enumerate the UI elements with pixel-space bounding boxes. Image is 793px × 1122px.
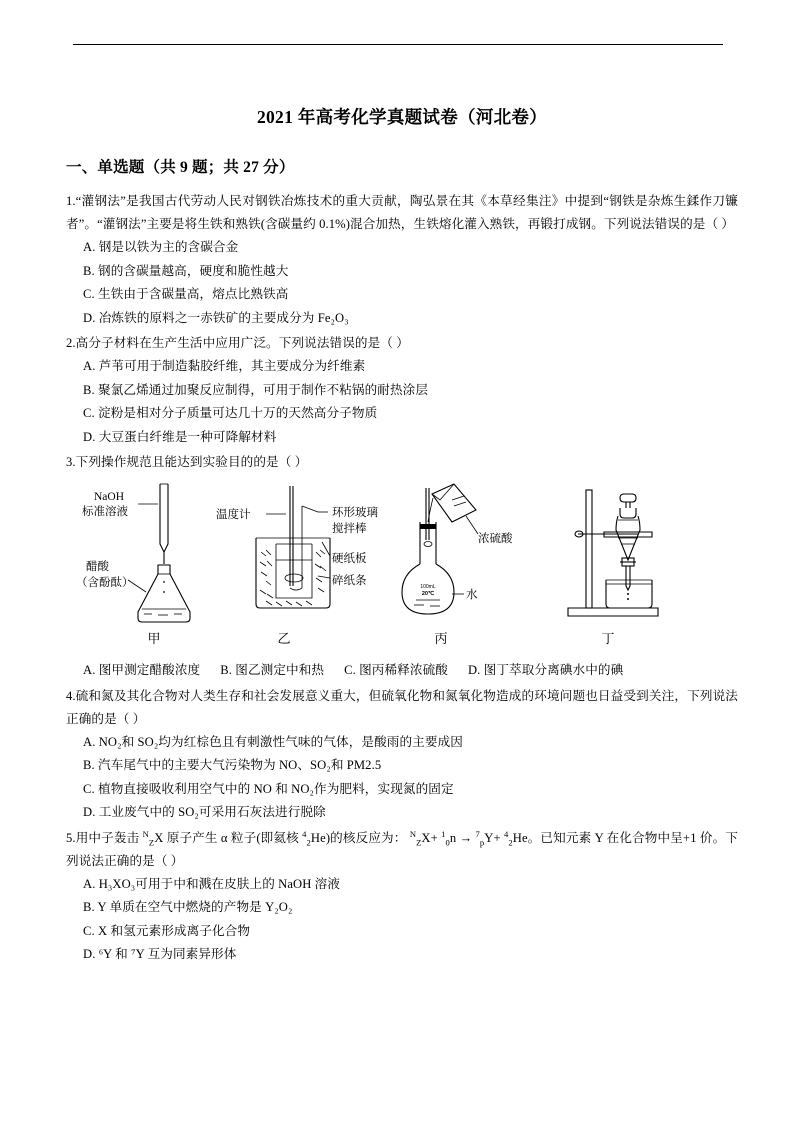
element-symbol: n [449,830,457,845]
question-4-number: 4. [66,688,76,703]
water-label: 水 [466,589,478,601]
option-row[interactable]: B. 汽车尾气中的主要大气污染物为 NO、SO₂和 PM2.5 [83,758,382,772]
nuclide-neutron [441,828,457,848]
option-row[interactable]: C. X 和氢元素形成离子化合物 [83,923,251,938]
option-row[interactable]: B. 图乙测定中和热 [220,663,325,677]
svg-text:100mL: 100mL [420,584,436,590]
mass-number: 7 [475,828,480,839]
option-row[interactable]: A. 图甲测定醋酸浓度 [83,663,201,677]
element-symbol: X [421,830,431,845]
option-row[interactable]: D. 大豆蛋白纤维是一种可降解材料 [83,429,277,444]
element-symbol: Y [484,830,494,845]
element-symbol: He [310,830,326,845]
question-1-options [66,236,738,330]
nuclide-he-2 [504,828,528,848]
q5-part-5: → [456,830,476,845]
option-row[interactable]: A. 钢是以铁为主的含碳合金 [83,240,239,254]
glass-stirrer-label-line2: 搅拌棒 [332,523,367,535]
question-2-text: 高分子材料在生产生活中应用广泛。下列说法错误的是（ ） [75,336,409,350]
caption-jia: 甲 [147,631,161,646]
option-row[interactable]: C. 生铁由于含碳量高，熔点比熟铁高 [83,287,289,301]
mass-number: 4 [504,828,509,839]
option-row[interactable]: B. Y 单质在空气中燃烧的产物是 Y₂O₂ [83,900,293,914]
question-1-number: 1. [66,194,76,208]
question-4-options [66,731,738,825]
nuclide-x-1 [142,828,164,848]
question-2-options [66,355,738,449]
question-3 [66,451,738,683]
question-3-stem [66,451,738,474]
atomic-number: Z [416,837,422,848]
option-row[interactable]: A. H₃XO₃可用于中和溅在皮肤上的 NaOH 溶液 [83,876,341,891]
q5-part-1: 用中子轰击 [75,830,143,845]
q5-part-2: 原子产生 α 粒子(即氦核 [163,830,303,845]
atomic-number: 0 [445,837,450,848]
option-row[interactable]: A. 芦苇可用于制造黏胶纤维，其主要成分为纤维素 [83,359,366,373]
caption-yi: 乙 [277,631,291,646]
paper-strips-label: 碎纸条 [332,575,367,587]
element-symbol: X [154,830,164,845]
thermometer-label: 温度计 [216,509,251,521]
option-row[interactable]: B. 聚氯乙烯通过加聚反应制得，可用于制作不粘锅的耐热涂层 [83,382,429,397]
atomic-number: 2 [508,837,513,848]
question-3-options [66,659,738,683]
question-5 [66,827,738,967]
question-3-number: 3. [66,455,76,469]
q5-part-4: + [430,830,442,845]
atomic-number: 2 [306,837,311,848]
extraction-diagram [558,482,738,630]
option-row[interactable]: D. 图丁萃取分离碘水中的碘 [467,663,624,677]
mass-number: 4 [302,828,307,839]
nuclide-x-2 [409,828,431,848]
question-5-number: 5. [66,830,76,845]
experiment-figure [66,482,738,657]
question-1-text: “灌钢法”是我国古代劳动人民对钢铁冶炼技术的重大贡献，陶弘景在其《本草经集注》中提到“钢铁是杂炼生鍒作刀镰者”。“灌钢法”主要是将生铁和熟铁(含碳量约 0.1%)混合加热，生铁熔化灌入熟铁，再锻打成钢。下列说法错误的是（ ） [66,194,738,231]
dilution-diagram [396,482,576,630]
standard-solution-label: 标准溶液 [82,506,128,518]
question-2-number: 2. [66,336,76,350]
phenolphthalein-label: （含酚酞） [76,577,134,589]
cardboard-label: 硬纸板 [332,553,367,565]
question-4 [66,685,738,825]
question-5-options [66,873,738,967]
question-2-stem [66,332,738,355]
figure-captions [66,628,738,654]
mass-number: N [409,828,417,839]
option-row[interactable]: D. 冶炼铁的原料之一赤铁矿的主要成分为 Fe₂O₃ [83,310,349,325]
option-row[interactable]: C. 图丙稀释浓硫酸 [344,663,448,677]
option-row[interactable]: C. 淀粉是相对分子质量可达几十万的天然高分子物质 [83,406,378,420]
option-row[interactable]: D. 工业废气中的 SO₂可采用石灰法进行脱除 [83,805,326,819]
option-row[interactable]: C. 植物直接吸收利用空气中的 NO 和 NO₂作为肥料，实现氮的固定 [83,781,454,796]
section-heading: 一、单选题（共 9 题；共 27 分） [66,159,295,176]
option-row[interactable]: B. 钢的含碳量越高，硬度和脆性越大 [83,263,289,278]
q5-part-6: + [493,830,504,845]
acetic-acid-label: 醋酸 [86,561,109,573]
atomic-number: Z [148,837,155,848]
option-row[interactable]: D. ⁶Y 和 ⁷Y 互为同素异形体 [83,947,237,961]
caption-bing: 丙 [434,631,448,646]
document-content [66,104,738,969]
mass-number: N [142,828,149,839]
page-title: 2021 年高考化学真题试卷（河北卷） [256,107,548,127]
question-5-stem [66,827,738,873]
caption-ding: 丁 [601,631,615,646]
nuclide-y [475,828,494,848]
nuclide-he-1 [302,828,326,848]
q5-part-3: )的核反应为： [325,830,410,845]
header-rule [73,44,723,45]
mass-number: 1 [441,828,446,839]
naoh-label: NaOH [94,491,125,503]
question-1 [66,190,738,330]
question-1-stem [66,190,738,236]
apparatus-ding [558,482,738,630]
svg-text:20℃: 20℃ [421,591,435,597]
question-2 [66,332,738,449]
q5-part-7: 。已知元素 Y 在化合物中呈+1 价。下列说法正确的是（ ） [66,830,739,868]
glass-stirrer-label-line1: 环形玻璃 [332,507,378,519]
atomic-number: p [479,837,485,848]
concentrated-sulfuric-acid-label: 浓硫酸 [478,533,513,545]
question-3-text: 下列操作规范且能达到实验目的的是（ ） [75,455,308,469]
apparatus-jia [76,482,236,630]
question-4-text: 硫和氮及其化合物对人类生存和社会发展意义重大，但硫氧化物和氮氧化物造成的环境问题也日益受到关注，下列说法正确的是（ ） [66,688,738,726]
question-4-stem [66,685,738,731]
element-symbol: He [512,830,528,845]
apparatus-bing [396,482,576,630]
option-row[interactable]: A. NO₂和 SO₂均为红棕色且有刺激性气味的气体，是酸雨的主要成因 [83,734,463,749]
